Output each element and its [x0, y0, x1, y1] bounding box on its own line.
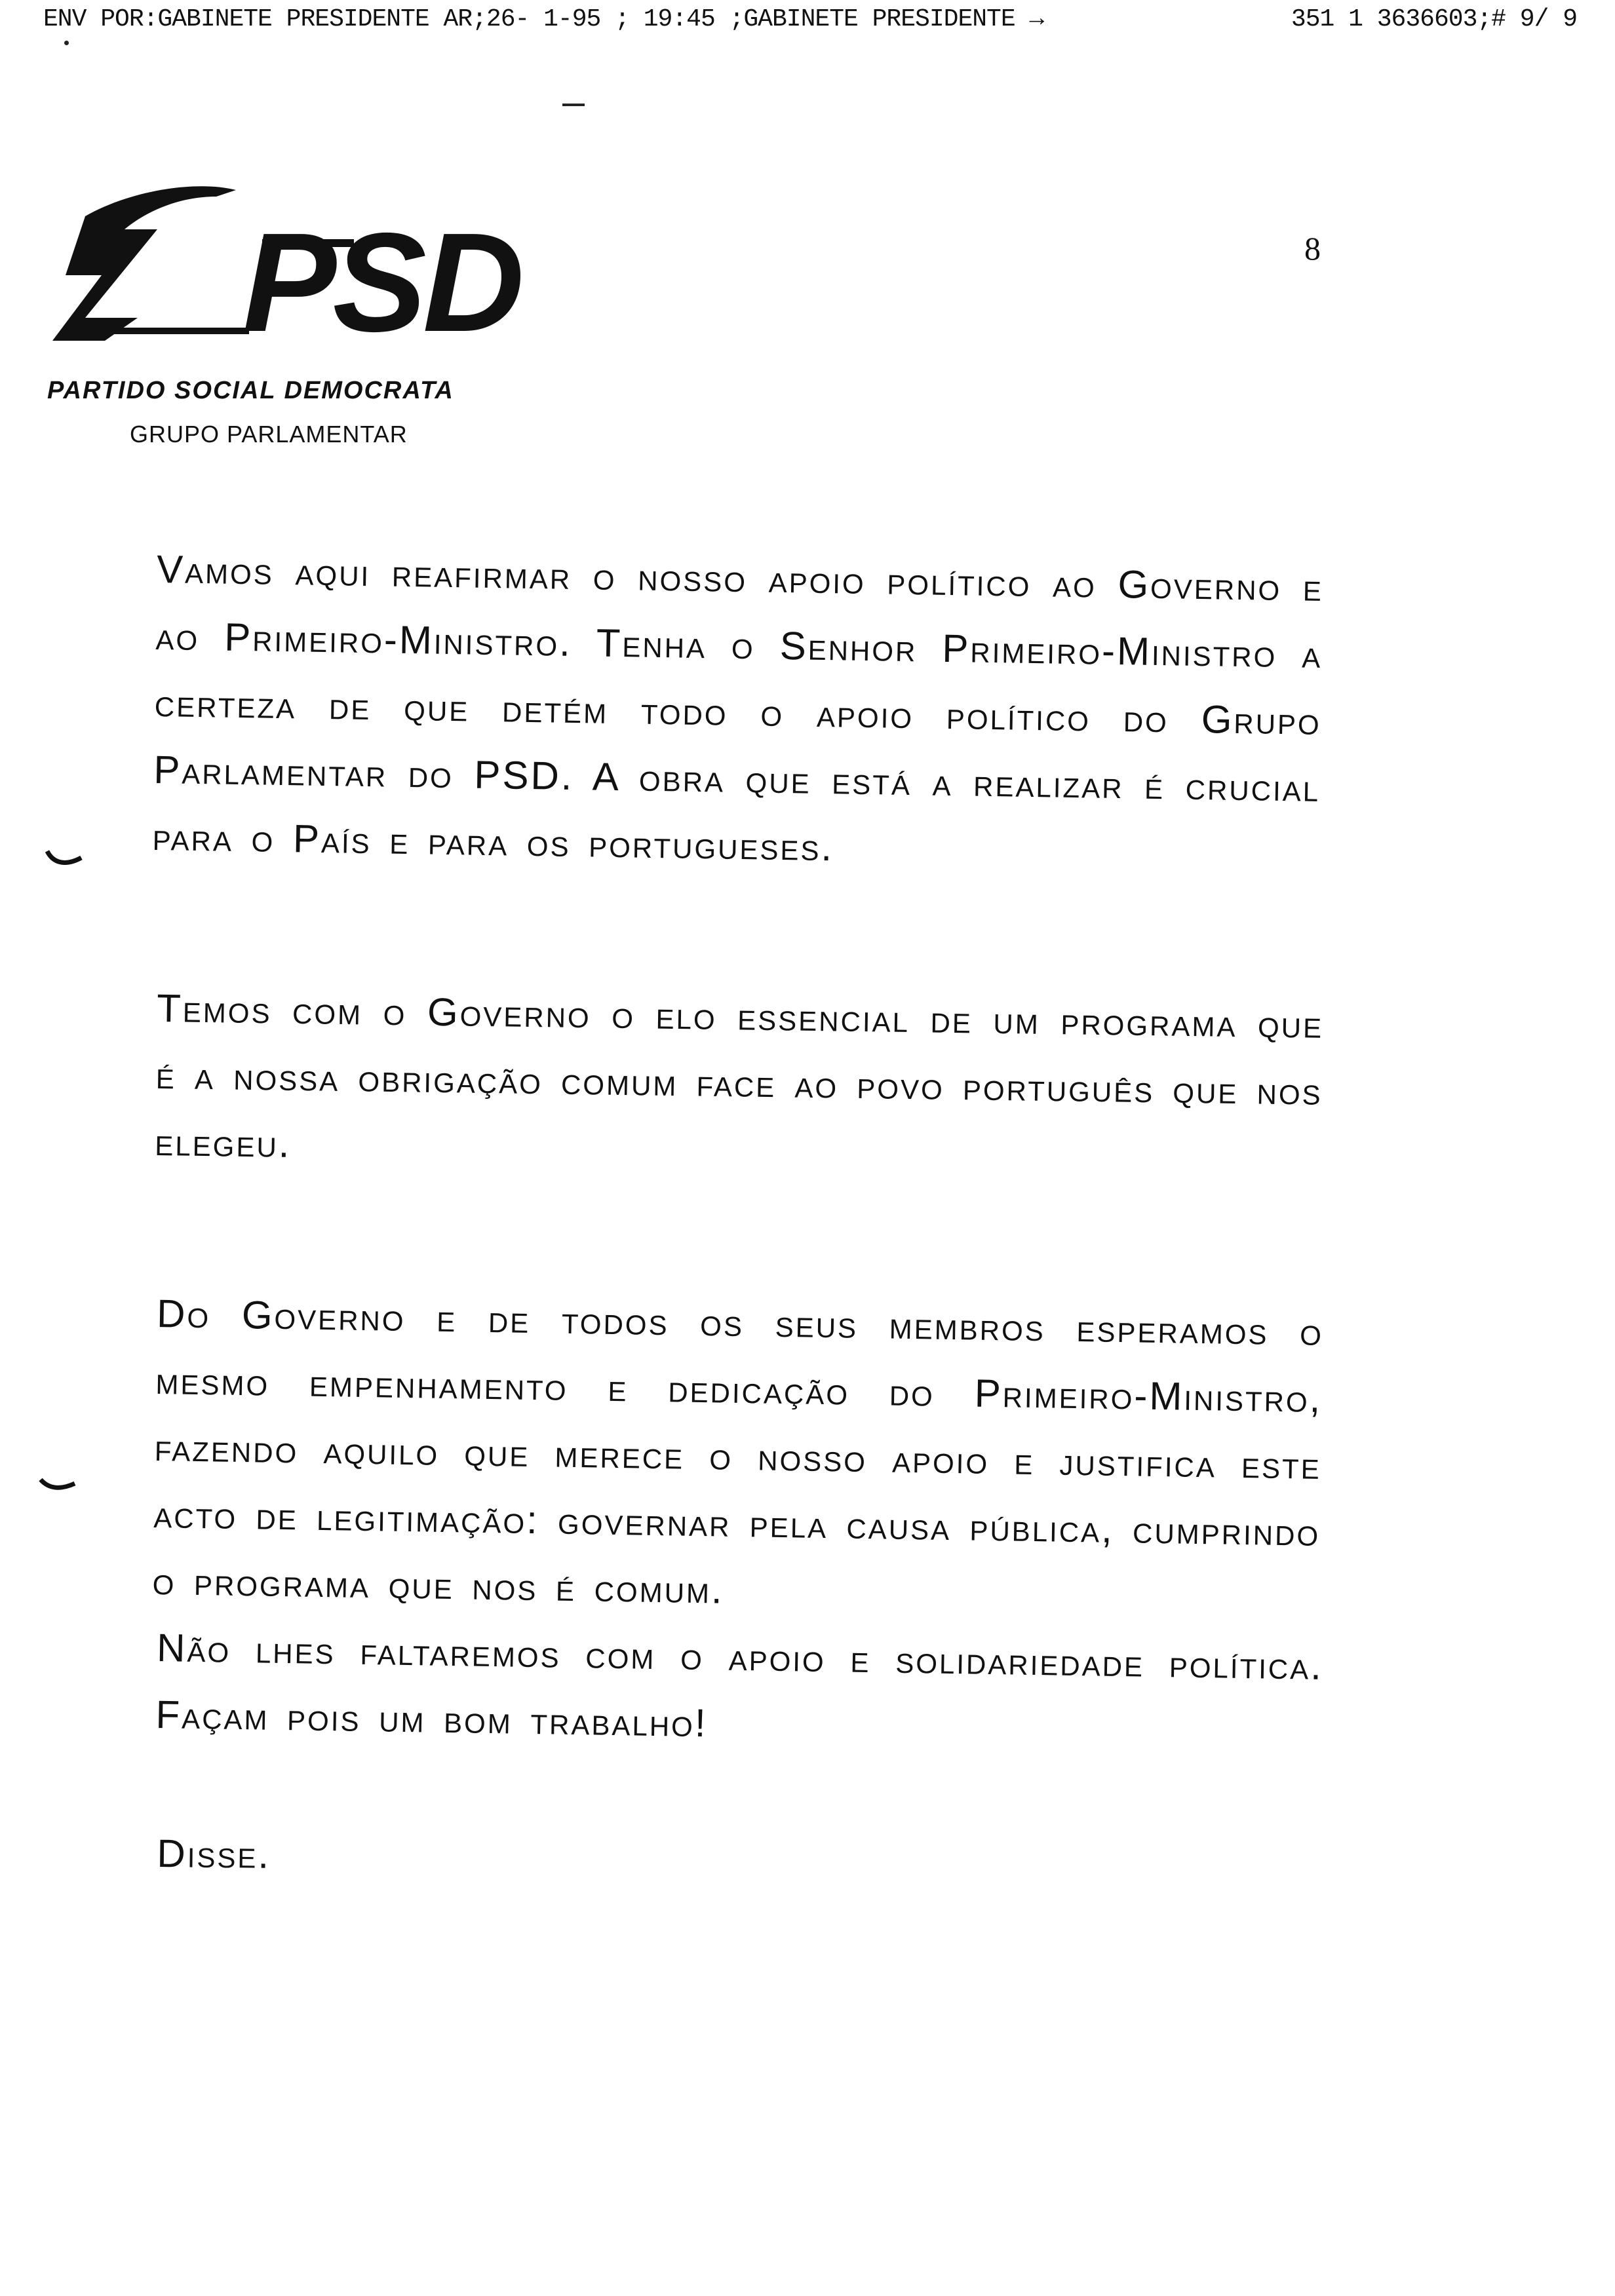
party-letterhead: [46, 177, 544, 465]
margin-tick-mark: [38, 1474, 77, 1494]
margin-tick-mark: [45, 849, 84, 868]
fax-header-sender: ENV POR:GABINETE PRESIDENTE AR;26- 1-95 ; 19:45 ;GABINETE PRESIDENTE →: [43, 5, 1044, 33]
party-name: PARTIDO SOCIAL DEMOCRATA: [47, 377, 454, 404]
body-paragraph: Vamos aqui reafirmar o nosso apoio político ao Governo e ao Primeiro-Ministro. Tenha o Senhor Primeiro-Ministro a certeza de que detém todo o apoio político do Grupo Parlamentar do PSD. A obra que está a realizar é crucial para o País e para os portugueses.: [152, 546, 1324, 870]
closing-word: Disse.: [157, 1831, 271, 1877]
logo-wordmark: PSD: [243, 203, 521, 354]
psd-logo-icon: [46, 177, 544, 354]
page-number: 8: [1304, 230, 1321, 267]
body-paragraph: Do Governo e de todos os seus membros esperamos o mesmo empenhamento e dedicação do Primeiro-Ministro, fazendo aquilo que merece o nosso apoio e justifica este acto de legitimação: governar pela causa pública, cumprindo o programa que nos é comum.: [152, 1291, 1324, 1612]
parliamentary-group-name: GRUPO PARLAMENTAR: [130, 421, 408, 448]
fax-header-page-info: 351 1 3636603;# 9/ 9: [1291, 5, 1577, 33]
body-paragraph: Temos com o Governo o elo essencial de um programa que é a nossa obrigação comum face ao povo português que nos elegeu.: [154, 985, 1324, 1166]
scan-speck: [64, 41, 69, 45]
speech-body: [152, 536, 1324, 1887]
body-paragraph: Não lhes faltaremos com o apoio e solidariedade política. Façam pois um bom trabalho!: [155, 1625, 1324, 1746]
scan-speck: [562, 104, 585, 106]
fax-transmission-header: [43, 5, 1577, 38]
